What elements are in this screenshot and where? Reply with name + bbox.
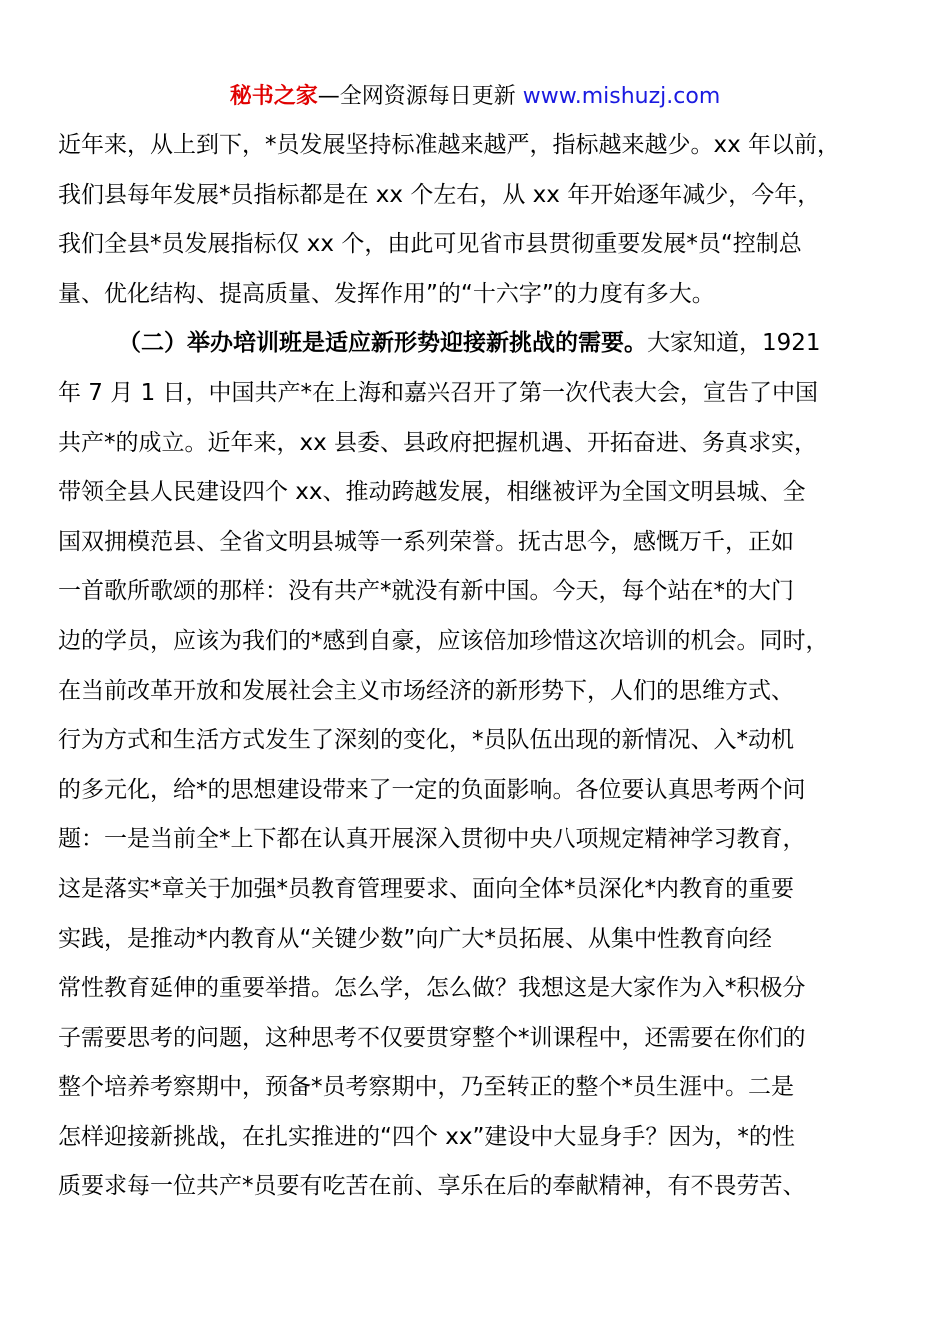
text-line: 行为方式和生活方式发生了深刻的变化，*员队伍出现的新情况、入*动机: [58, 727, 794, 754]
text-line: 我们县每年发展*员指标都是在 xx 个左右，从 xx 年开始逐年减少，今年，: [58, 181, 821, 208]
section-heading-line: [58, 326, 894, 376]
header-tagline: —全网资源每日更新: [317, 84, 516, 109]
brand-name: 秘书之家: [229, 84, 318, 109]
text-run: 大家知道，1921: [647, 330, 821, 357]
text-line: 年 7 月 1 日，中国共产*在上海和嘉兴召开了第一次代表大会，宣告了中国: [58, 379, 819, 406]
site-header: [0, 82, 950, 112]
text-line: 边的学员，应该为我们的*感到自豪，应该倍加珍惜这次培训的机会。同时，: [58, 627, 829, 654]
text-line: 质要求每一位共产*员要有吃苦在前、享乐在后的奉献精神，有不畏劳苦、: [58, 1173, 806, 1200]
document-body: [58, 128, 894, 1219]
text-line: 怎样迎接新挑战，在扎实推进的“四个 xx”建设中大显身手？因为，*的性: [58, 1123, 795, 1150]
text-line: 常性教育延伸的重要举措。怎么学，怎么做？我想这是大家作为入*积极分: [58, 975, 806, 1002]
text-line: 这是落实*章关于加强*员教育管理要求、面向全体*员深化*内教育的重要: [58, 875, 794, 902]
site-url-link[interactable]: www.mishuzj.com: [522, 84, 721, 109]
text-line: 子需要思考的问题，这种思考不仅要贯穿整个*训课程中，还需要在你们的: [58, 1024, 806, 1051]
text-line: 国双拥模范县、全省文明县城等一系列荣誉。抚古思今，感慨万千，正如: [58, 528, 794, 555]
text-line: 一首歌所歌颂的那样：没有共产*就没有新中国。今天，每个站在*的大门: [58, 578, 794, 605]
text-line: 题：一是当前全*上下都在认真开展深入贯彻中央八项规定精神学习教育，: [58, 826, 806, 853]
text-line: 近年来，从上到下，*员发展坚持标准越来越严，指标越来越少。xx 年以前，: [58, 132, 841, 158]
section-heading: （二）举办培训班是适应新形势迎接新挑战的需要。: [118, 330, 647, 357]
text-line: 我们全县*员发展指标仅 xx 个，由此可见省市县贯彻重要发展*员“控制总: [58, 231, 802, 258]
text-line: 实践，是推动*内教育从“关键少数”向广大*员拓展、从集中性教育向经: [58, 925, 772, 952]
text-line: 在当前改革开放和发展社会主义市场经济的新形势下，人们的思维方式、: [58, 677, 794, 704]
text-line: 整个培养考察期中，预备*员考察期中，乃至转正的整个*员生涯中。二是: [58, 1074, 794, 1101]
text-line: 带领全县人民建设四个 xx、推动跨越发展，相继被评为全国文明县城、全: [58, 479, 806, 506]
text-line: 共产*的成立。近年来，xx 县委、县政府把握机遇、开拓奋进、务真求实，: [58, 429, 818, 456]
text-line: 量、优化结构、提高质量、发挥作用”的“十六字”的力度有多大。: [58, 280, 715, 307]
text-line: 的多元化，给*的思想建设带来了一定的负面影响。各位要认真思考两个问: [58, 776, 806, 803]
